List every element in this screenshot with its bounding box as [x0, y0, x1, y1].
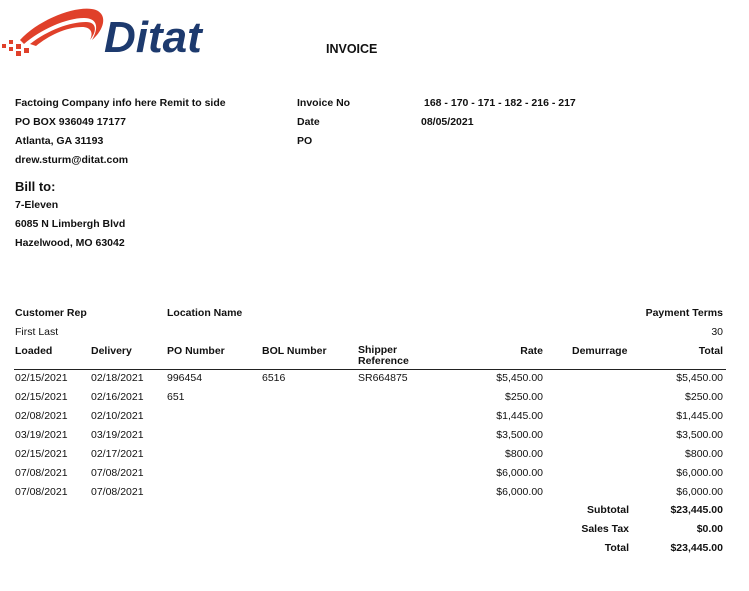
- cell-rate: $800.00: [505, 448, 543, 460]
- cell-loaded: 02/08/2021: [15, 410, 68, 422]
- cell-loaded: 07/08/2021: [15, 486, 68, 498]
- cell-total: $3,500.00: [676, 429, 723, 441]
- ditat-logo: [0, 0, 240, 62]
- cell-po-number: 996454: [167, 372, 203, 384]
- cell-loaded: 03/19/2021: [15, 429, 68, 441]
- cell-loaded: 02/15/2021: [15, 372, 68, 384]
- cell-total: $6,000.00: [676, 486, 723, 498]
- cell-total: $800.00: [685, 448, 723, 460]
- total-value: $23,445.00: [670, 542, 723, 554]
- remit-line-3: Atlanta, GA 31193: [15, 135, 104, 147]
- subtotal-value: $23,445.00: [670, 504, 723, 516]
- cell-rate: $3,500.00: [496, 429, 543, 441]
- cell-delivery: 02/17/2021: [91, 448, 144, 460]
- invoice-no-label: Invoice No: [297, 97, 351, 109]
- cell-bol-number: 6516: [262, 372, 286, 384]
- bill-to-name: 7-Eleven: [15, 199, 59, 211]
- sales-tax-label: Sales Tax: [581, 523, 629, 535]
- header-delivery: Delivery: [91, 345, 132, 357]
- cell-rate: $5,450.00: [496, 372, 543, 384]
- sales-tax-value: $0.00: [696, 523, 723, 535]
- header-shipper-reference: Shipper Reference: [358, 344, 409, 367]
- cell-po-number: 651: [167, 391, 185, 403]
- date-label: Date: [297, 116, 320, 128]
- cell-rate: $6,000.00: [496, 486, 543, 498]
- remit-line-2: PO BOX 936049 17177: [15, 116, 126, 128]
- remit-email: drew.sturm@ditat.com: [15, 154, 129, 166]
- header-rate: Rate: [520, 345, 543, 357]
- customer-rep-label: Customer Rep: [15, 307, 87, 319]
- header-total: Total: [698, 345, 723, 357]
- bill-to-heading: Bill to:: [15, 179, 56, 194]
- customer-rep-value: First Last: [15, 326, 59, 338]
- cell-loaded: 02/15/2021: [15, 391, 68, 403]
- cell-shipper-ref: SR664875: [358, 372, 408, 384]
- location-name-label: Location Name: [167, 307, 243, 319]
- header-po-number: PO Number: [167, 345, 225, 357]
- cell-total: $5,450.00: [676, 372, 723, 384]
- cell-rate: $1,445.00: [496, 410, 543, 422]
- date-value: 08/05/2021: [421, 116, 474, 128]
- svg-text:Ditat: Ditat: [104, 13, 202, 62]
- bill-to-address-1: 6085 N Limbergh Blvd: [15, 218, 126, 230]
- po-label: PO: [297, 135, 313, 147]
- payment-terms-label: Payment Terms: [645, 307, 723, 319]
- header-demurrage: Demurrage: [572, 345, 628, 357]
- payment-terms-value: 30: [711, 326, 723, 338]
- header-divider: [14, 369, 726, 370]
- header-bol-number: BOL Number: [262, 345, 327, 357]
- cell-total: $6,000.00: [676, 467, 723, 479]
- invoice-title: INVOICE: [326, 42, 378, 56]
- cell-total: $250.00: [685, 391, 723, 403]
- cell-loaded: 07/08/2021: [15, 467, 68, 479]
- bill-to-address-2: Hazelwood, MO 63042: [15, 237, 125, 249]
- cell-delivery: 02/18/2021: [91, 372, 144, 384]
- cell-loaded: 02/15/2021: [15, 448, 68, 460]
- cell-rate: $250.00: [505, 391, 543, 403]
- cell-delivery: 02/10/2021: [91, 410, 144, 422]
- cell-delivery: 07/08/2021: [91, 467, 144, 479]
- remit-line-1: Factoing Company info here Remit to side: [15, 97, 226, 109]
- subtotal-label: Subtotal: [587, 504, 629, 516]
- cell-rate: $6,000.00: [496, 467, 543, 479]
- invoice-no-value: 168 - 170 - 171 - 182 - 216 - 217: [424, 97, 576, 109]
- cell-delivery: 03/19/2021: [91, 429, 144, 441]
- header-loaded: Loaded: [15, 345, 53, 357]
- cell-delivery: 02/16/2021: [91, 391, 144, 403]
- total-label: Total: [604, 542, 629, 554]
- cell-total: $1,445.00: [676, 410, 723, 422]
- cell-delivery: 07/08/2021: [91, 486, 144, 498]
